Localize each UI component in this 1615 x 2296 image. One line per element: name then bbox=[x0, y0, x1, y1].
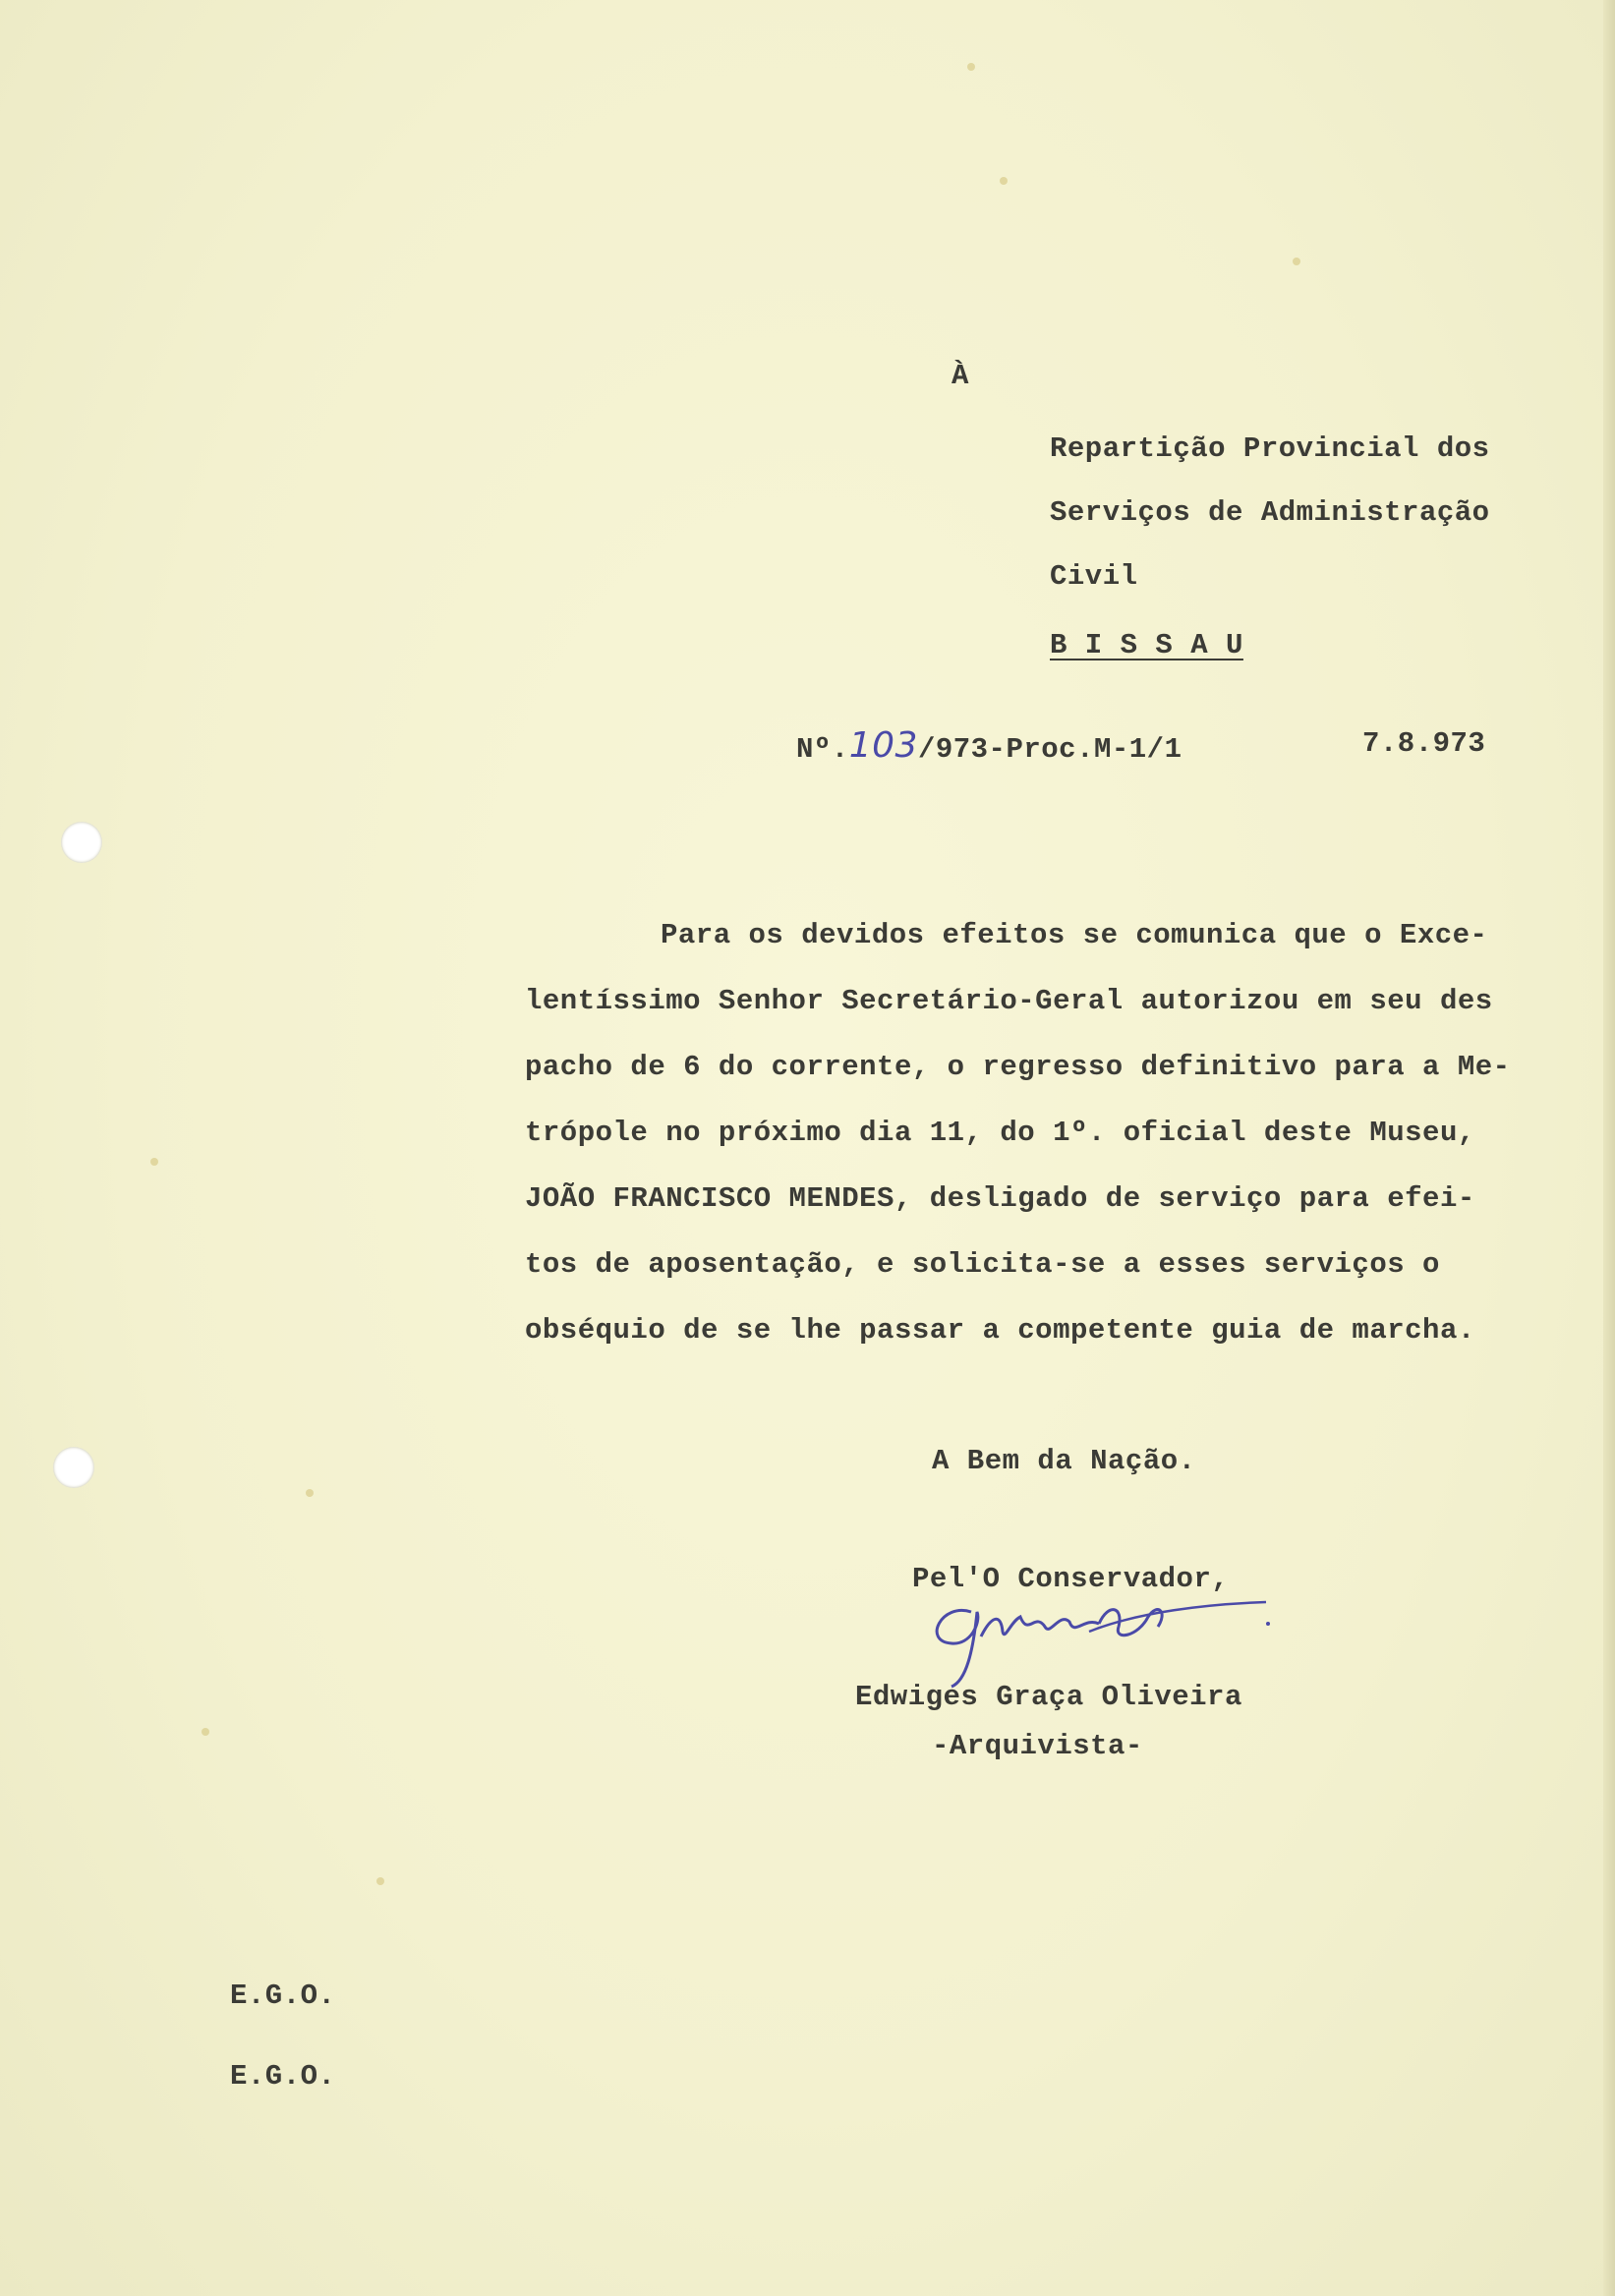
body-line: Para os devidos efeitos se comunica que o Exce- bbox=[661, 919, 1488, 951]
body-line: tos de aposentação, e solicita-se a esses serviços o bbox=[525, 1248, 1440, 1281]
handwritten-reference: 103 bbox=[848, 725, 918, 766]
body-paragraph bbox=[525, 902, 1606, 1363]
salutation-prefix: À bbox=[952, 360, 969, 392]
body-line: trópole no próximo dia 11, do 1º. oficial deste Museu, bbox=[525, 1117, 1475, 1149]
recipient-line-1: Repartição Provincial dos bbox=[1050, 432, 1490, 465]
paper-speck bbox=[202, 1728, 209, 1736]
recipient-line-3: Civil bbox=[1050, 560, 1138, 593]
letter-date: 7.8.973 bbox=[1362, 727, 1486, 760]
recipient-city: B I S S A U bbox=[1050, 629, 1243, 661]
signatory-title: -Arquivista- bbox=[932, 1730, 1143, 1762]
body-line: JOÃO FRANCISCO MENDES, desligado de serviço para efei- bbox=[525, 1182, 1475, 1215]
handwritten-signature bbox=[912, 1582, 1276, 1691]
body-line: lentíssimo Senhor Secretário-Geral autorizou em seu des bbox=[525, 985, 1493, 1017]
reference-number bbox=[796, 725, 1182, 766]
initials-2: E.G.O. bbox=[230, 2060, 336, 2093]
paper-speck bbox=[376, 1877, 384, 1885]
reference-prefix: Nº. bbox=[796, 733, 849, 766]
signatory-name: Edwiges Graça Oliveira bbox=[855, 1681, 1242, 1713]
punch-hole-top bbox=[61, 822, 102, 863]
recipient-line-2: Serviços de Administração bbox=[1050, 496, 1490, 529]
paper-speck bbox=[967, 63, 975, 71]
paper-speck bbox=[1000, 177, 1008, 185]
paper-speck bbox=[150, 1158, 158, 1166]
closing: A Bem da Nação. bbox=[932, 1445, 1196, 1477]
body-line: obséquio de se lhe passar a competente guia de marcha. bbox=[525, 1314, 1475, 1347]
paper-speck bbox=[306, 1489, 314, 1497]
initials-1: E.G.O. bbox=[230, 1980, 336, 2012]
punch-hole-bottom bbox=[53, 1447, 94, 1488]
body-line: pacho de 6 do corrente, o regresso definitivo para a Me- bbox=[525, 1051, 1511, 1083]
paper-speck bbox=[1293, 258, 1300, 265]
signature-intro: Pel'O Conservador, bbox=[912, 1563, 1230, 1595]
reference-suffix: /973-Proc.M-1/1 bbox=[917, 733, 1182, 766]
